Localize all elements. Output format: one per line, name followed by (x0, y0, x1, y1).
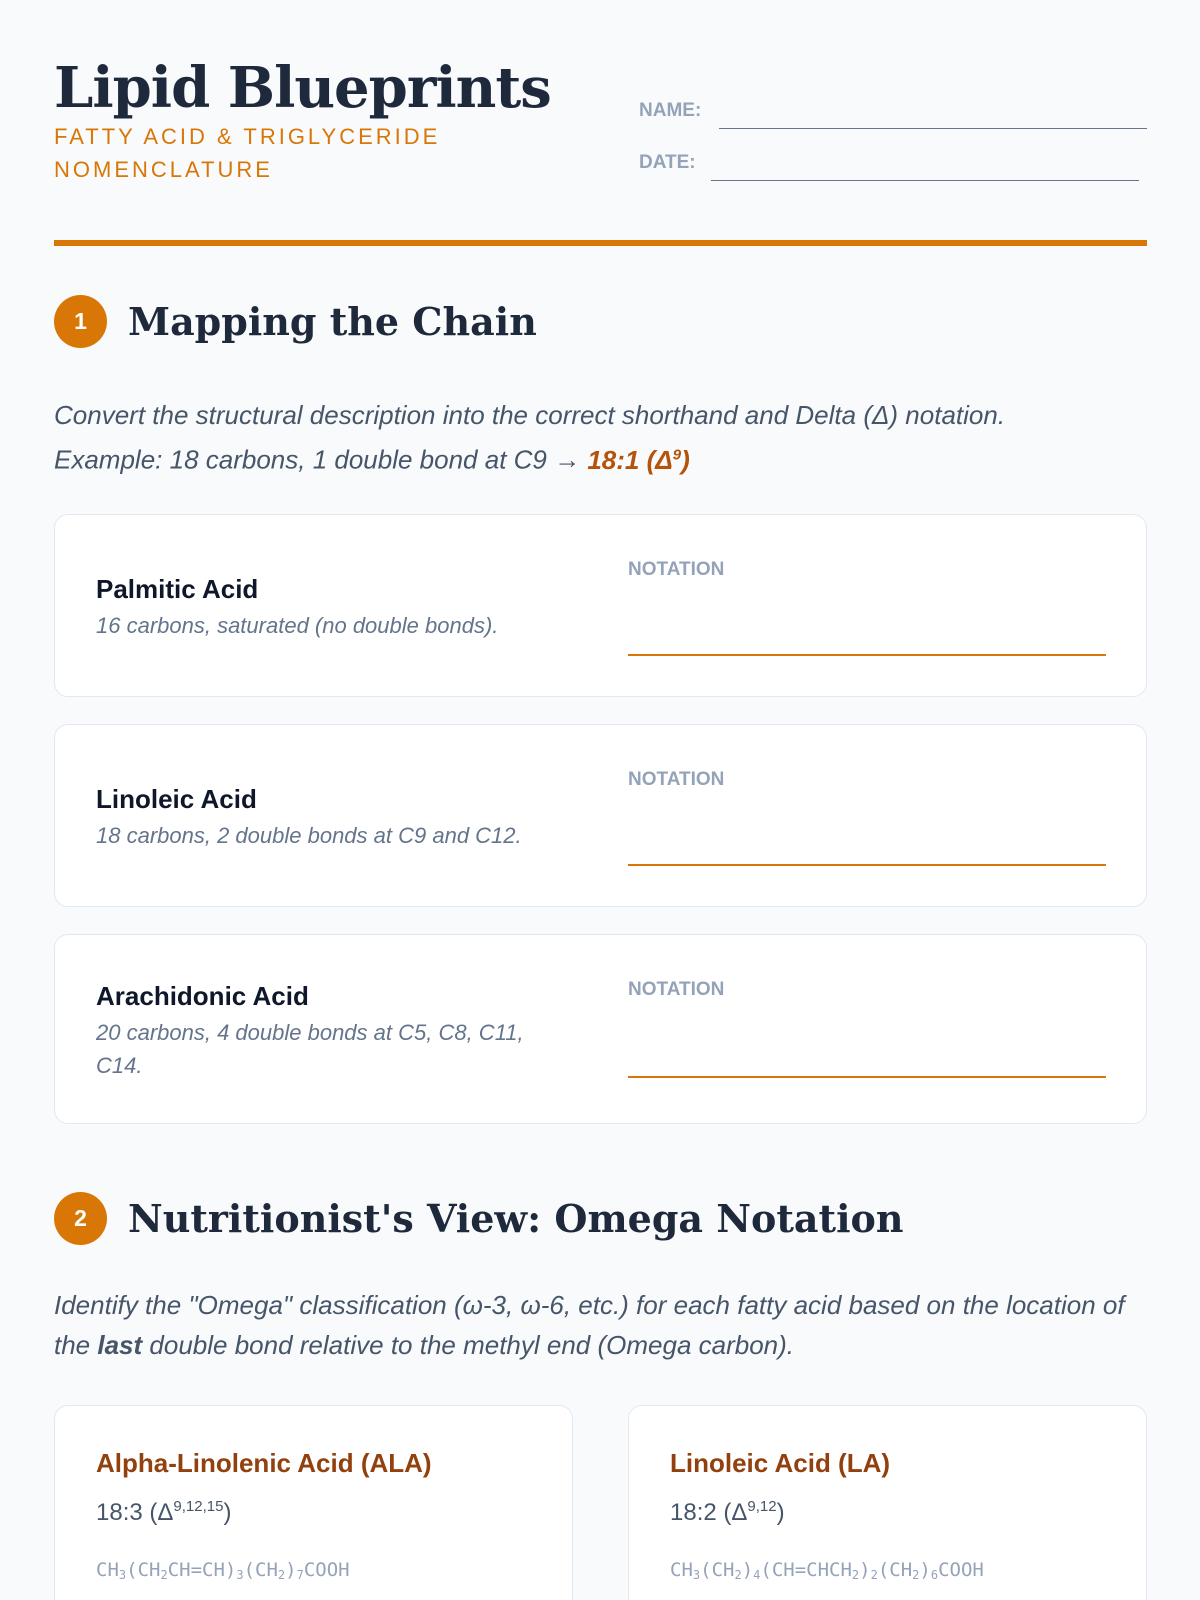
section-1-instructions-line2 (54, 435, 1147, 480)
section-1-title: Mapping the Chain (128, 299, 537, 344)
page-subtitle: FATTY ACID & TRIGLYCERIDE NOMENCLATURE (54, 124, 441, 182)
notation-answer-line[interactable] (628, 654, 1106, 656)
fatty-acid-description: 18 carbons, 2 double bonds at C9 and C12. (96, 823, 522, 848)
instructions-emphasis: last (97, 1330, 143, 1360)
fatty-acid-card-arachidonic (54, 934, 1147, 1124)
page-title: Lipid Blueprints (54, 55, 551, 121)
fatty-acid-name: Linoleic Acid (96, 784, 257, 814)
worksheet-page (54, 0, 1147, 1600)
name-field[interactable] (639, 98, 1147, 128)
omega-formula: $CH_3(CH_2)_4(CH=CHCH_2)_2(CH_2)_6COOH$ (670, 1559, 984, 1582)
section-2-number-badge: 2 (54, 1192, 107, 1245)
instructions-prefix: Identify the "Omega" classification (ω-3, ω-6, etc.) for each fatty acid based on the location of the (54, 1290, 1125, 1360)
omega-card-la (628, 1405, 1147, 1600)
notation-label: NOTATION (628, 979, 725, 1000)
fatty-acid-description: 20 carbons, 4 double bonds at C5, C8, C11, C14. (96, 1020, 524, 1078)
omega-shorthand: 18:3 $(\Delta^{9,12,15})$ (96, 1498, 232, 1526)
section-1-instructions (54, 395, 1147, 480)
date-input-line[interactable] (711, 180, 1139, 181)
omega-shorthand: 18:2 $(\Delta^{9,12})$ (670, 1498, 785, 1526)
section-2-heading (54, 1191, 1147, 1247)
fatty-acid-name: Palmitic Acid (96, 574, 259, 604)
header-divider (54, 240, 1147, 246)
fatty-acid-description: 16 carbons, saturated (no double bonds). (96, 613, 499, 638)
worksheet-header (54, 52, 1147, 242)
omega-card-ala (54, 1405, 573, 1600)
section-1-number-badge: 1 (54, 295, 107, 348)
notation-label: NOTATION (628, 769, 725, 790)
section-2-instructions (54, 1285, 1147, 1365)
section-1-heading (54, 294, 1147, 350)
omega-fatty-acid-name: Linoleic Acid (LA) (670, 1448, 891, 1478)
notation-label: NOTATION (628, 559, 725, 580)
example-notation: 18:1 $(\Delta^9)$ (587, 444, 690, 475)
notation-answer-line[interactable] (628, 864, 1106, 866)
fatty-acid-card-linoleic (54, 724, 1147, 907)
name-input-line[interactable] (719, 128, 1147, 129)
instructions-suffix: double bond relative to the methyl end (Omega carbon). (142, 1330, 795, 1360)
omega-formula: $CH_3(CH_2CH=CH)_3(CH_2)_7COOH$ (96, 1559, 350, 1582)
date-label: DATE: (639, 152, 696, 173)
example-prefix: Example: 18 carbons, 1 double bond at C9 → (54, 444, 588, 475)
notation-answer-line[interactable] (628, 1076, 1106, 1078)
section-1-instructions-line1: Convert the structural description into the correct shorthand and Delta (Δ) notation. (54, 400, 1006, 430)
name-label: NAME: (639, 100, 702, 121)
fatty-acid-name: Arachidonic Acid (96, 981, 309, 1011)
fatty-acid-card-palmitic (54, 514, 1147, 697)
date-field[interactable] (639, 150, 1147, 180)
omega-fatty-acid-name: Alpha-Linolenic Acid (ALA) (96, 1448, 432, 1478)
section-2-title: Nutritionist's View: Omega Notation (128, 1196, 904, 1241)
